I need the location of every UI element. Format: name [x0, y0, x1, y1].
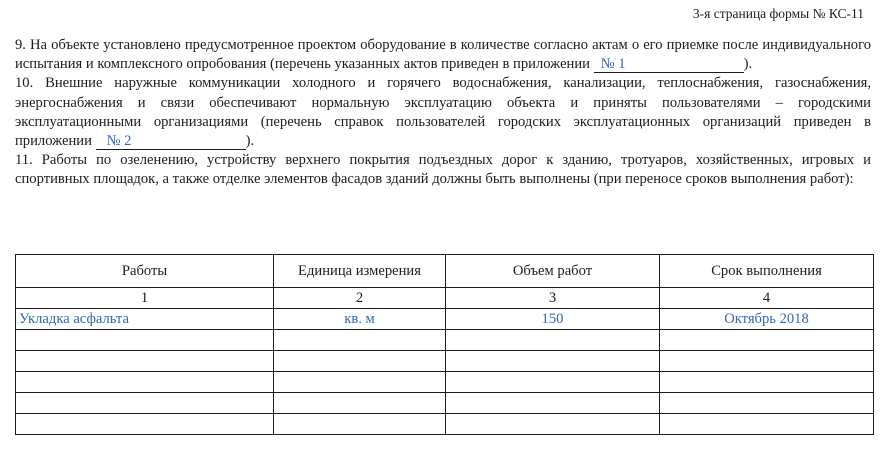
table-row	[16, 309, 874, 330]
empty-cell[interactable]	[16, 351, 274, 372]
column-number: 3	[446, 288, 660, 309]
column-number: 1	[16, 288, 274, 309]
empty-cell[interactable]	[446, 372, 660, 393]
column-number: 4	[660, 288, 874, 309]
empty-cell[interactable]	[274, 330, 446, 351]
table-row-empty	[16, 393, 874, 414]
empty-cell[interactable]	[660, 351, 874, 372]
item-9-closing: ).	[743, 56, 753, 73]
empty-cell[interactable]	[16, 393, 274, 414]
cell-deadline[interactable]: Октябрь 2018	[660, 309, 874, 330]
item-10-text: 10. Внешние наружные коммуникации холодного и горячего водоснабжения, канализации, теплоснабжения, газоснабжения, энергоснабжения и связи обеспечивают нормальную эксплуатацию объекта и приняты пользователями – городскими эксплуатационными организациями (перечень справок пользователей городских эксплуатационных организаций приведен в приложении	[15, 75, 871, 150]
cell-unit[interactable]: кв. м	[274, 309, 446, 330]
table-row-empty	[16, 414, 874, 435]
empty-cell[interactable]	[446, 414, 660, 435]
empty-cell[interactable]	[446, 351, 660, 372]
form-text-block	[15, 36, 871, 190]
column-header-works: Работы	[16, 255, 274, 288]
cell-work[interactable]: Укладка асфальта	[16, 309, 274, 330]
works-table	[15, 254, 874, 435]
empty-cell[interactable]	[16, 330, 274, 351]
item-9-paragraph	[15, 36, 871, 74]
empty-cell[interactable]	[660, 372, 874, 393]
item-11-text: 11. Работы по озеленению, устройству верхнего покрытия подъездных дорог к зданию, тротуаров, хозяйственных, игровых и спортивных площадок, а также отделке элементов фасадов зданий должны быть выполнены (при переносе сроков выполнения работ):	[15, 152, 871, 188]
item-10-closing: ).	[245, 133, 255, 150]
empty-cell[interactable]	[446, 330, 660, 351]
column-number-row	[16, 288, 874, 309]
table-row-empty	[16, 330, 874, 351]
empty-cell[interactable]	[660, 330, 874, 351]
page-header-form-label: 3-я страница формы № КС-11	[692, 6, 864, 21]
item-9-appendix-field[interactable]: № 1	[594, 57, 744, 73]
empty-cell[interactable]	[274, 414, 446, 435]
empty-cell[interactable]	[446, 393, 660, 414]
item-10-paragraph	[15, 74, 871, 151]
table-row-empty	[16, 372, 874, 393]
column-number: 2	[274, 288, 446, 309]
column-header-deadline: Срок выполнения	[660, 255, 874, 288]
column-header-volume: Объем работ	[446, 255, 660, 288]
item-11-paragraph	[15, 151, 871, 189]
table-header-row	[16, 255, 874, 288]
item-9-text: 9. На объекте установлено предусмотренное проектом оборудование в количестве согласно актам о его приемке после индивидуального испытания и комплексного опробования (перечень указанных актов приведен в приложении	[15, 37, 871, 73]
table-row-empty	[16, 351, 874, 372]
column-header-unit: Единица измерения	[274, 255, 446, 288]
item-10-appendix-field[interactable]: № 2	[96, 134, 246, 150]
empty-cell[interactable]	[16, 372, 274, 393]
empty-cell[interactable]	[660, 393, 874, 414]
empty-cell[interactable]	[660, 414, 874, 435]
empty-cell[interactable]	[274, 393, 446, 414]
cell-volume[interactable]: 150	[446, 309, 660, 330]
empty-cell[interactable]	[16, 414, 274, 435]
empty-cell[interactable]	[274, 372, 446, 393]
empty-cell[interactable]	[274, 351, 446, 372]
